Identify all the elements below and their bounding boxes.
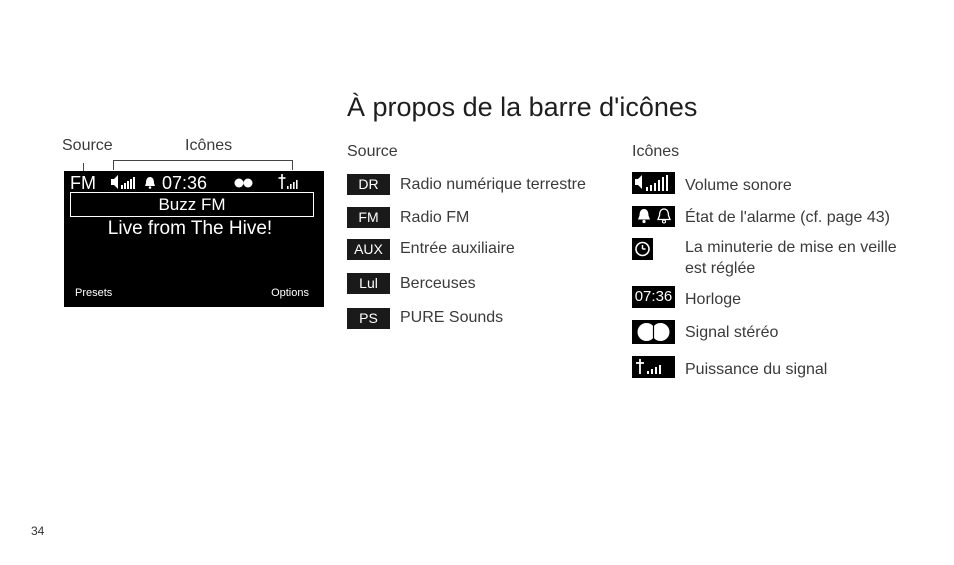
- icon-desc-alarm: État de l'alarme (cf. page 43): [685, 209, 890, 226]
- icon-desc-volume: Volume sonore: [685, 177, 792, 194]
- signal-icon-box: [632, 356, 675, 378]
- sleep-timer-icon-box: [632, 238, 653, 260]
- clock-icon: 07:36: [632, 286, 675, 308]
- sleep-timer-icon: [632, 238, 653, 260]
- figure-source-label: Source: [62, 137, 113, 154]
- source-badge-dr: DR: [347, 174, 390, 195]
- alarm-bells-icon: [632, 206, 675, 227]
- volume-icon-box: [632, 172, 675, 194]
- source-desc-lullaby: Berceuses: [400, 275, 476, 292]
- display-source: FM: [70, 173, 96, 193]
- icon-desc-clock: Horloge: [685, 291, 742, 308]
- volume-icon: [110, 173, 140, 191]
- stereo-icon: [234, 178, 254, 188]
- icons-bracket-left: [113, 160, 114, 170]
- icons-bracket-top: [113, 160, 293, 161]
- display-station-name: Buzz FM: [70, 192, 314, 217]
- display-clock: 07:36: [162, 173, 208, 193]
- signal-strength-icon: [278, 173, 298, 191]
- options-softkey[interactable]: Options: [271, 287, 309, 299]
- sources-heading: Source: [347, 143, 398, 160]
- icon-desc-sleep-timer-line1: La minuterie de mise en veille: [685, 239, 897, 256]
- stereo-icon: [632, 320, 675, 344]
- stereo-icon-box: [632, 320, 675, 344]
- signal-strength-icon: [632, 356, 675, 378]
- page-title: À propos de la barre d'icônes: [347, 92, 698, 122]
- icons-heading: Icônes: [632, 143, 680, 160]
- source-desc-ps: PURE Sounds: [400, 309, 504, 326]
- icons-bracket-right: [292, 160, 293, 170]
- presets-softkey[interactable]: Presets: [75, 287, 113, 299]
- display-radio-text: Live from The Hive!: [107, 218, 273, 239]
- page-number: 34: [31, 524, 45, 538]
- source-badge-aux: AUX: [347, 239, 390, 260]
- figure-icons-label: Icônes: [185, 137, 233, 154]
- source-badge-fm: FM: [347, 207, 390, 228]
- source-badge-ps: PS: [347, 308, 390, 329]
- radio-display: [64, 171, 324, 307]
- icon-desc-signal: Puissance du signal: [685, 361, 828, 378]
- volume-icon: [632, 172, 675, 194]
- source-badge-lullaby: Lul: [347, 273, 390, 294]
- alarm-icon-box: [632, 206, 675, 227]
- source-desc-aux: Entrée auxiliaire: [400, 240, 515, 257]
- icon-desc-stereo: Signal stéréo: [685, 324, 779, 341]
- icon-desc-sleep-timer: [685, 237, 897, 279]
- source-desc-fm: Radio FM: [400, 209, 470, 226]
- icon-desc-sleep-timer-line2: est réglée: [685, 260, 756, 277]
- source-desc-dr: Radio numérique terrestre: [400, 176, 586, 193]
- alarm-bell-icon: [144, 176, 156, 189]
